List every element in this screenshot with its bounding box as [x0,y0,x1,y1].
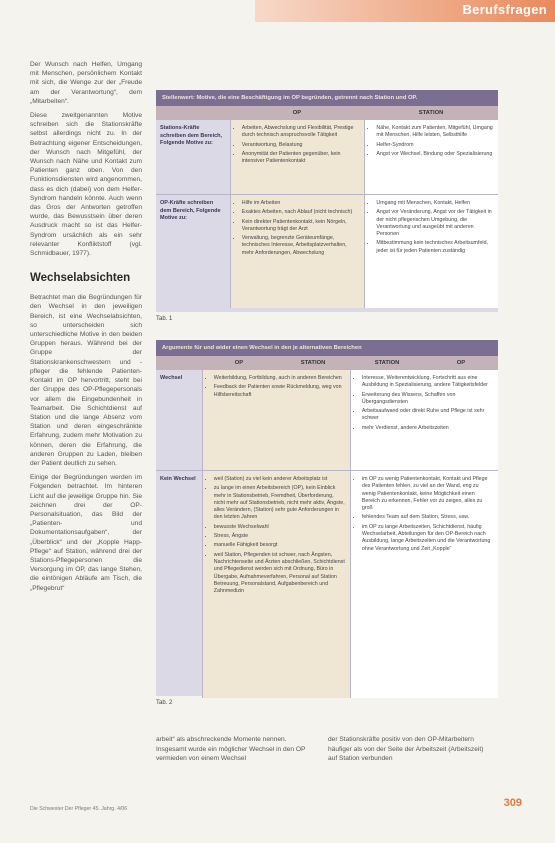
table-cell [230,195,365,308]
bottom-column-1: arbeit“ als abschreckende Momente nennen. Insgesamt wurde ein möglicher Wechsel in den OP vermieden von einem Wechsel [156,736,306,763]
list-item: • Stress, Ängste [214,533,345,540]
row-label: OP-Kräfte schreiben dem Bereich, Folgende Motive zu: [160,200,221,221]
left-paragraph-1: Der Wunsch nach Helfen, Umgang mit Menschen, persönlichem Kontakt mit sich, die Wenge zur der „Freude am der Verantwortung“, dem „Mitarbeiten“. [30,61,142,105]
table-2-col-station: STATION [300,359,326,366]
list-item: • Angst vor Wechsel, Bindung oder Spezialisierung [376,151,493,158]
list-item: • Verantwortung, Belastung [242,142,360,149]
footer-journal: Die Schwester Der Pfleger 45. Jahrg. 4/06 [30,806,128,812]
table-row [156,369,498,470]
list-item: • Hilfe im Arbeiten [242,200,360,207]
left-paragraph-4: Einige der Begründungen werden im Folgenden betrachtet. Im hinteren Licht auf die jeweilige Gruppe hin. Sie zeichnen drei der OP-Personalsituation, das Bild der „Patienten- und Dokumentationsaufgaben“, der „Überblick“ und der „Kopple Happ-Pflege“ auf Station, während drei der Stations-Pflegepersonen die Versorgung im OP, das lange Stehen, die eintönigen Abläufe am Tisch, die „Pflegebrut“ [30,474,142,592]
list-item: • mehr Verdienst, andere Arbeitszeiten [362,425,493,432]
list-item: • Helfer-Syndrom [376,142,493,149]
table-1-col-station: STATION [418,109,444,116]
table-2-col-station-2: STATION [374,359,400,366]
list-item: • Mitbestimmung kein technisches Arbeitsumfeld, jeder ist für jeden Patienten zuständig [376,240,493,255]
row-label: Kein Wechsel [160,476,196,482]
list-item: • Anonymität der Patienten gegenüber, kein intensiver Patientenkontakt [242,151,360,166]
list-item: • Weiterbildung, Fortbildung, auch in anderen Bereichen [214,375,345,382]
table-1-column-headers [156,106,498,119]
section-tab-label: Berufsfragen [462,2,547,17]
table-1-caption: Tab. 1 [156,316,173,322]
list-item: • zu lange im einen Arbeitsbereich (OP), kein Einblick mehr in Stationsbetrieb, Fremdheit, Überforderung, nicht mehr auf Stationsbetrieb, nicht mehr aktiv, Ängste, alles Verändern, (Station) sehr gute Anforderungen in den letzten Jahren [214,485,345,521]
list-item: • Angst vor Veränderung, Angst vor der Tätigkeit in der nicht pflegerischen Umgebung, die Verantwortung und ausgeübt mit anderen Personen [376,209,493,238]
table-1 [156,90,498,312]
list-item: • Arbeiten, Abwechslung und Flexibilität, Prestige durch technisch anspruchsvolle Tätigkeit [242,125,360,140]
table-row [156,194,498,308]
table-2-column-headers [156,356,498,369]
list-item: • weil (Station) zu viel kein anderer Arbeitsplatz ist [214,476,345,483]
section-tab [255,0,555,22]
table-1-col-op: OP [292,109,302,116]
list-item: • weil Station, Pflegenden ist schwer, nach Ängsten, Nachrichtenseite und Ärzten abschließen, Schichtdienst und Pflegedienst werden sich mit Ordnung, Büro in Übergabe, Aufnahmeverfahren, Personal auf Station Betreuung, Personalstand, Aufgabenbereich und Zahnmedizin [214,552,345,596]
table-2-col-op: OP [234,359,244,366]
table-row [156,119,498,194]
list-item: • manuelle Fähigkeit besorgt [214,542,345,549]
left-paragraph-3: Betrachtet man die Begründungen für den Wechsel in den jeweiligen Bereich, ist eine Wechselabsichten, so unterscheiden sich unterschiedliche Motive in den beiden Gruppen heraus. Während bei der Gruppe der Stationskrankenschwestern und -pfleger die fehlende Patienten-Kontakt im OP hervortritt, steht bei der Gruppe des OP-Pflegepersonals vor allem die Eingebundenheit in Teamarbeit. Die Schichtdienst auf Station und die lange Absenz vom Station und deren eingeschränkte Erfahrung, zudem mehr Motivation zu können, deren die Erfahrung, die anderen Gruppen zu Laden, bleiben der Patient deutlich zu sehen. [30,294,142,467]
list-item: • Exaktes Arbeiten, nach Ablauf (nicht technisch) [242,209,360,216]
list-item: • im OP zu lange Arbeitszeiten, Schichtdienst, häufig Wechselarbeit, Abteilungen für den OP-Bereich nach Ausbildung, lange Arbeitszeiten und die Verantwortung ohne Verantwortung und Zeit „Kopple“ [362,524,493,553]
row-label: Wechsel [160,375,183,381]
list-item: • Kein direkter Patientenkontakt, kein Nörgeln, Verantwortung trägt der Arzt [242,219,360,234]
table-2 [156,340,498,696]
table-row [156,470,498,698]
table-cell [202,370,350,470]
list-item: • Feedback der Patienten sowie Rückmeldung, weg von Hilfsbereitschaft [214,384,345,399]
page-number: 309 [503,797,522,809]
table-2-col-op-2: OP [456,359,466,366]
left-column [30,60,142,598]
list-item: • Verwaltung, begrenzte Geräteumfänge, technisches Interesse, Arbeitsplatzverhalten, mehr Anforderungen, Abwechslung [242,235,360,257]
list-item: • Interesse, Weiterentwicklung, Fortschritt aus eine Ausbildung in Spezialisierung, andere Tätigkeitsfelder [362,375,493,390]
list-item: • Arbeitsaufwand oder direkt Ruhe und Pflege ist sehr schwer [362,408,493,423]
list-item: • Nähe, Kontakt zum Patienten, Mitgefühl, Umgang mit Menschen, Hilfe leisten, Selbsthilfe [376,125,493,140]
list-item: • bewusste Wechselwahl [214,524,345,531]
row-label: Stations-Kräfte schreiben dem Bereich, Folgende Motive zu: [160,125,223,146]
table-1-title: Stellenwert: Motive, die eine Beschäftigung im OP begründen, getrennt nach Station und OP. [156,90,498,106]
table-cell [202,471,350,698]
table-2-title: Argumente für und wider einen Wechsel in den je alternativen Bereichen [156,340,498,356]
table-cell [350,370,498,470]
section-heading: Wechselabsichten [30,272,131,285]
table-cell [364,195,498,308]
list-item: • im OP zu wenig Patientenkontakt, Kontakt und Pflege des Patienten fehlen, zu viel an der Wand, eng zu wenig Patientenkontakt, keine Möglichkeit einen Bereich zu erkennen, Fehler vor zu zeigen, alles zu groß [362,476,493,512]
bottom-column-2: der Stationskräfte positiv von den OP-Mitarbeitern häufiger als von der Seite der Arbeitszeit (Arbeitszeit) auf Station verbunden [328,736,484,763]
list-item: • Umgang mit Menschen, Kontakt, Helfen [376,200,493,207]
list-item: • Erweiterung des Wissens, Schaffen von Übergangsdiensten [362,392,493,407]
table-cell [364,120,498,194]
table-2-caption: Tab. 2 [156,700,173,706]
table-cell [350,471,498,698]
list-item: • fehlendes Team auf dem Station, Stress, usw. [362,514,493,521]
left-paragraph-2: Diese zweitgenannten Motive schreiben sich die Stationskräfte selbst allerdings nicht zu. In der Betrachtung eigener Entscheidungen, der Wunsch nach Mitgefühl, der Wunsch nach Nähe und Kontakt zum Patienten ganz oben. Von den Funktionsdiensten wird angenommen, dass es dich (dabei) von dem Helfer-Syndrom handeln könnte. Auch wenn das Gros der Antworten getroffen wurde, das Bewusstsein über deren Ausdruck macht so ist das Helfer-Syndrom ursächlich als ein sehr relevanter Konfliktstoff (vgl. Schmidbauer, 1977). [30,112,142,258]
table-cell [230,120,365,194]
